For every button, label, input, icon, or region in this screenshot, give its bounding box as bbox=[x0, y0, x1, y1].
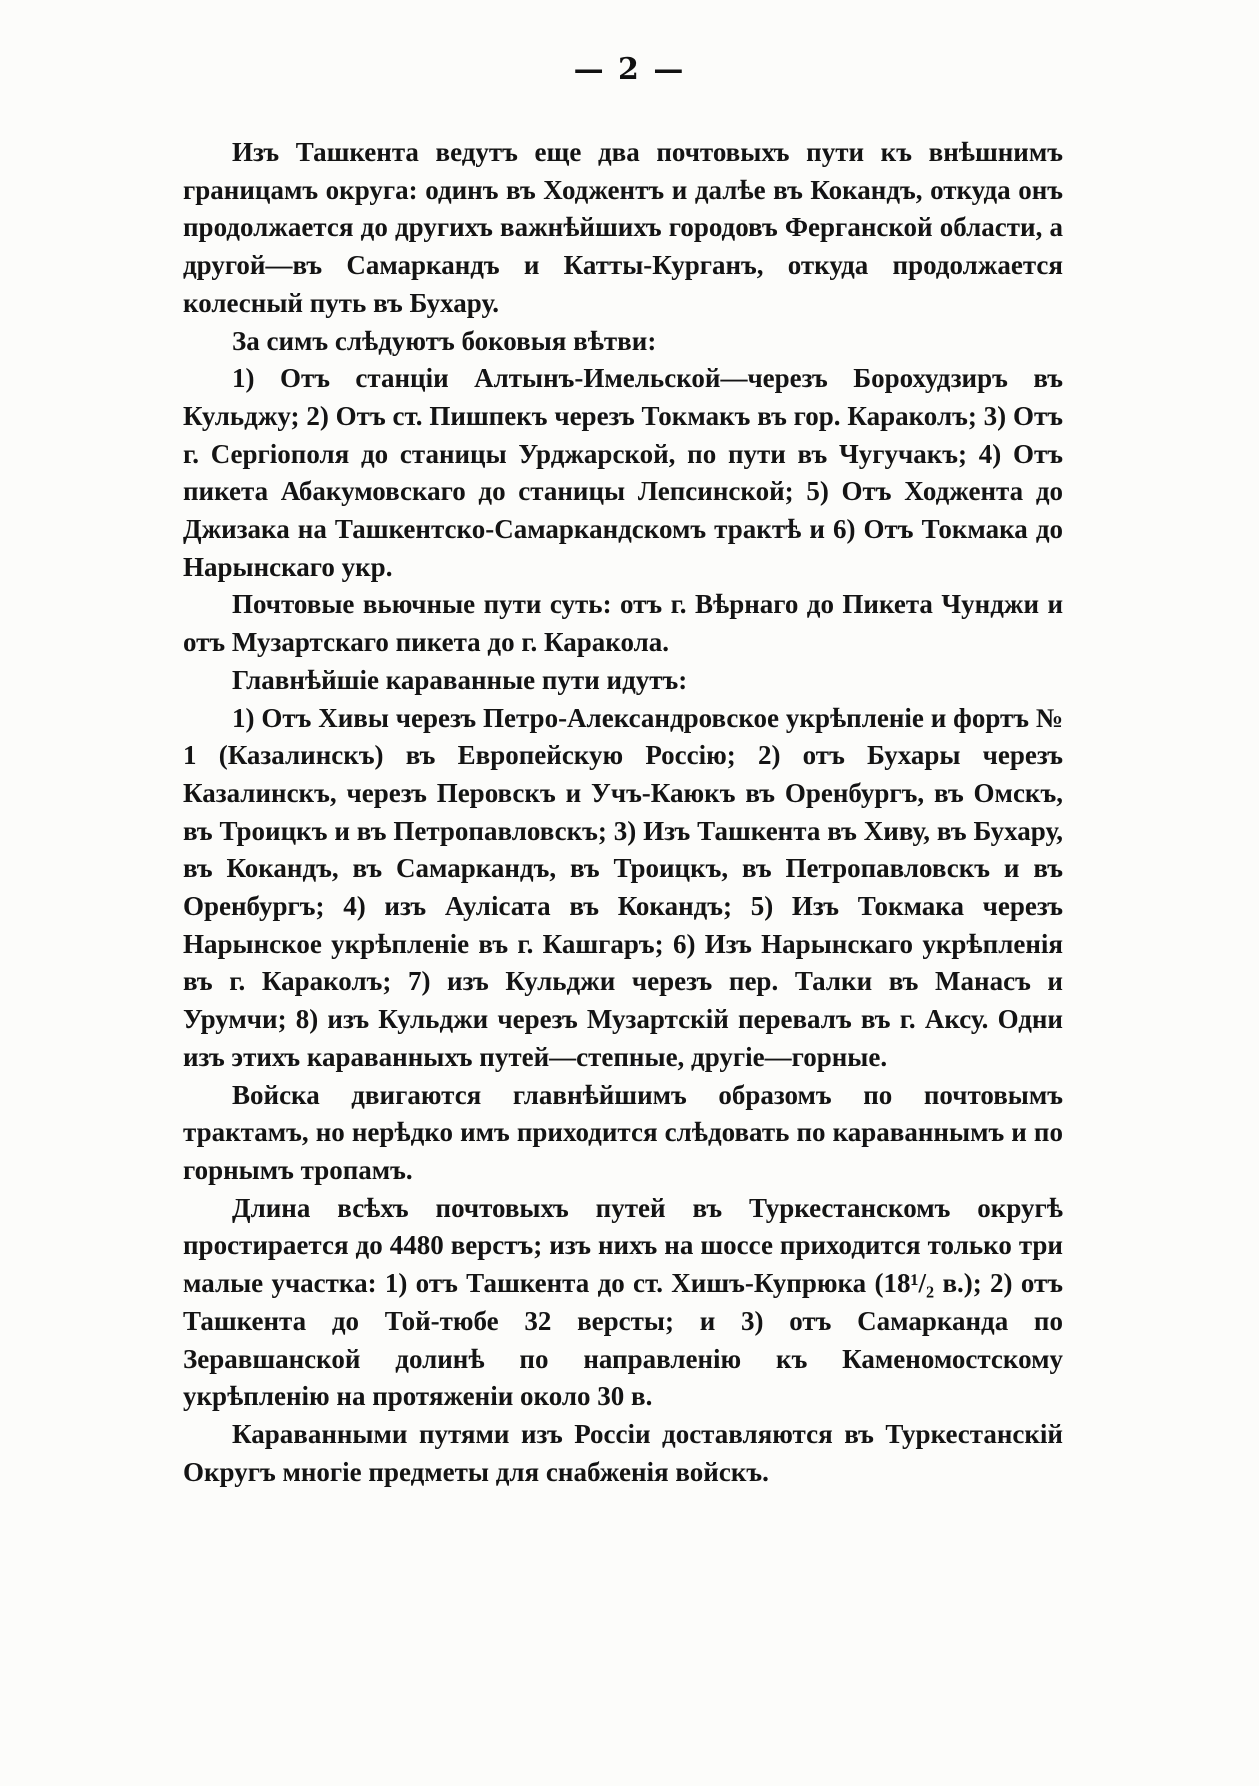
paragraph-caravan-heading: Главнѣйшіе караванные пути идутъ: bbox=[232, 664, 688, 695]
paragraph-supplies: Караванными путями изъ Россіи доставляются въ Туркестанскій Округъ многіе предметы для снабженія войскъ. bbox=[183, 1418, 1063, 1487]
page-number: — 2 — bbox=[573, 52, 686, 87]
paragraph-caravan-list: 1) Отъ Хивы черезъ Петро-Александровское укрѣпленіе и фортъ № 1 (Казалинскъ) въ Европейскую Россію; 2) отъ Бухары черезъ Казалинскъ, черезъ Перовскъ и Учъ-Каюкъ въ Оренбургъ, въ Омскъ, въ Троицкъ и въ Петропавловскъ; 3) Изъ Ташкента въ Хиву, въ Бухару, въ Кокандъ, въ Самаркандъ, въ Троицкъ, въ Петропавловскъ и въ Оренбургъ; 4) изъ Аулісата въ Кокандъ; 5) Изъ Токмака черезъ Нарынское укрѣпленіе въ г. Кашгаръ; 6) Изъ Нарынскаго укрѣпленія въ г. Караколъ; 7) изъ Кульджи черезъ пер. Талки въ Манасъ и Урумчи; 8) изъ Кульджи черезъ Музартскій перевалъ въ г. Аксу. Одни изъ этихъ караванныхъ путей—степные, другіе—горные. bbox=[183, 702, 1063, 1072]
body-text bbox=[183, 134, 1063, 1491]
paragraph-side-branches-heading: За симъ слѣдуютъ боковыя вѣтви: bbox=[232, 325, 657, 356]
paragraph-pack-routes: Почтовые вьючные пути суть: отъ г. Вѣрнаго до Пикета Чунджи и отъ Музартскаго пикета до г. Каракола. bbox=[183, 589, 1063, 658]
paragraph-side-branches-list: 1) Отъ станціи Алтынъ-Имельской—черезъ Борохудзиръ въ Кульджу; 2) Отъ ст. Пишпекъ черезъ Токмакъ въ гор. Караколъ; 3) Отъ г. Сергіополя до станицы Урджарской, по пути въ Чугучакъ; 4) Отъ пикета Абакумовскаго до станицы Лепсинской; 5) Отъ Ходжента до Джизака на Ташкентско-Самаркандскомъ трактѣ и 6) Отъ Токмака до Нарынскаго укр. bbox=[183, 363, 1063, 582]
paragraph-troop-movement: Войска двигаются главнѣйшимъ образомъ по почтовымъ трактамъ, но нерѣдко имъ приходится слѣдовать по караваннымъ и по горнымъ тропамъ. bbox=[183, 1079, 1063, 1185]
paragraph-postal-routes: Изъ Ташкента ведутъ еще два почтовыхъ пути къ внѣшнимъ границамъ округа: одинъ въ Ходжентъ и далѣе въ Кокандъ, откуда онъ продолжается до другихъ важнѣйшихъ городовъ Ферганской области, а другой—въ Самаркандъ и Катты-Курганъ, откуда продолжается колесный путь въ Бухару. bbox=[183, 137, 1063, 318]
paragraph-route-length: Длина всѣхъ почтовыхъ путей въ Туркестанскомъ округѣ простирается до 4480 верстъ; изъ нихъ на шоссе приходится только три малые участка: 1) отъ Ташкента до ст. Хишъ-Купрюка (18¹/₂ в.); 2) отъ Ташкента до Той-тюбе 32 версты; и 3) отъ Самарканда по Зеравшанской долинѣ по направленію къ Каменомостскому укрѣпленію на протяженіи около 30 в. bbox=[183, 1192, 1063, 1412]
